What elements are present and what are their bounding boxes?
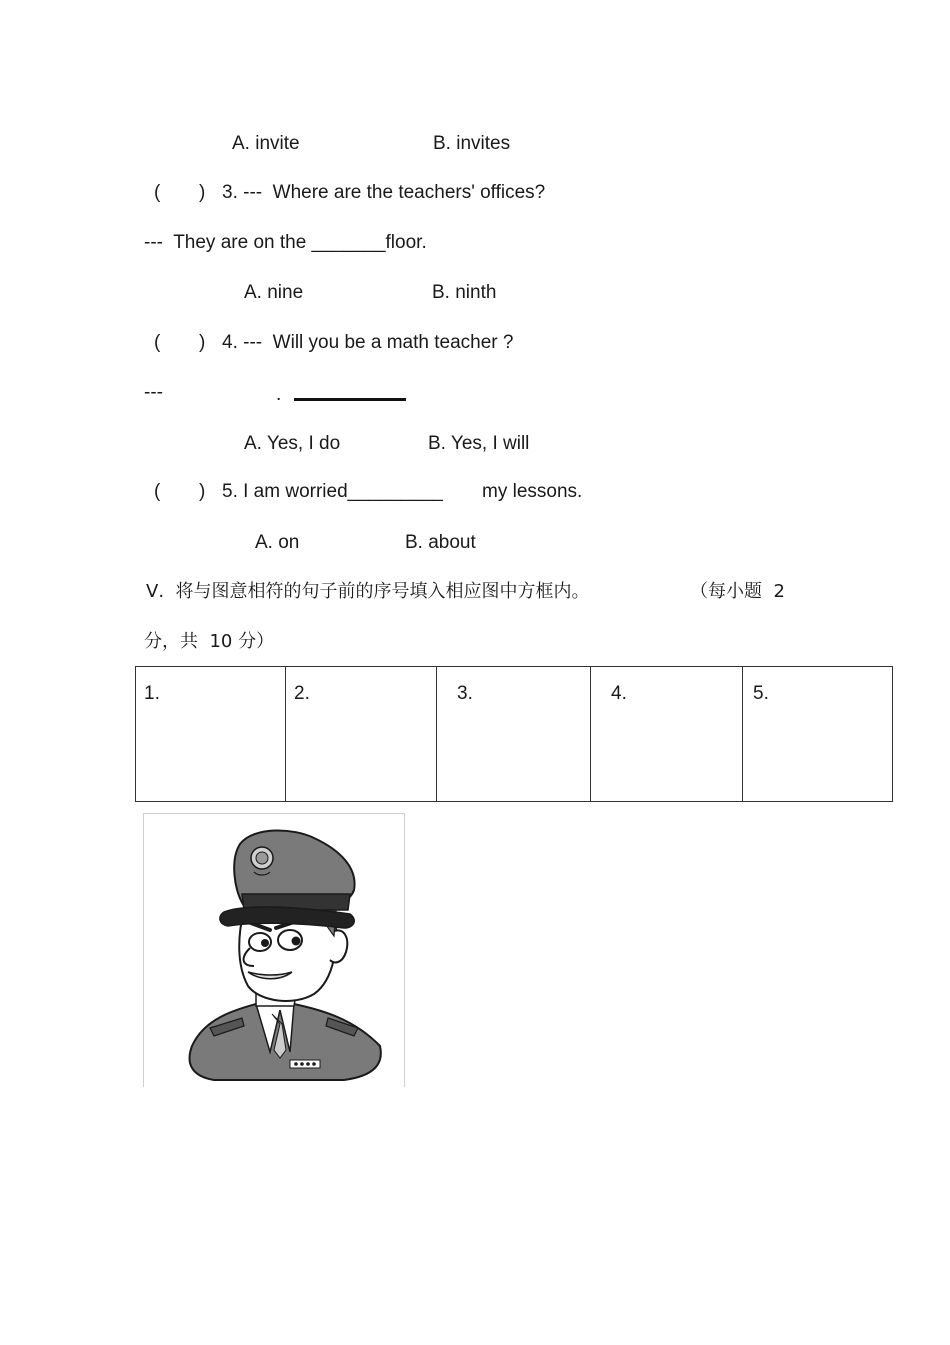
police-officer-cartoon-icon <box>144 814 406 1088</box>
q3-question: 3. --- Where are the teachers' offices? <box>222 182 546 203</box>
q4-answer-dash: --- <box>144 382 163 403</box>
q3-paren-close: ) <box>199 182 206 203</box>
q3-option-b: B. ninth <box>432 282 497 303</box>
answer-box-label: 1. <box>144 683 160 704</box>
q4-answer-dot: . <box>276 384 282 405</box>
q4-answer-blank-line <box>294 398 406 401</box>
answer-box-label: 4. <box>611 683 627 704</box>
picture-frame <box>143 813 405 1087</box>
q5-paren-close: ) <box>199 481 206 502</box>
q4-option-b: B. Yes, I will <box>428 433 530 454</box>
q5-option-a: A. on <box>255 532 300 553</box>
section-5-score-continued: 分，共 10 分） <box>144 631 275 652</box>
answer-boxes-table <box>135 666 893 802</box>
answer-box-label: 2. <box>294 683 310 704</box>
q5-paren-open: ( <box>154 481 161 502</box>
answer-box-1[interactable] <box>136 667 286 802</box>
q4-question: 4. --- Will you be a math teacher ? <box>222 332 514 353</box>
answer-box-4[interactable] <box>591 667 743 802</box>
q2-option-b: B. invites <box>433 133 511 154</box>
q4-option-a: A. Yes, I do <box>244 433 341 454</box>
q3-answer: --- They are on the _______floor. <box>144 232 427 253</box>
q2-option-a: A. invite <box>232 133 300 154</box>
answer-box-2[interactable] <box>286 667 437 802</box>
answer-box-label: 3. <box>457 683 473 704</box>
q5-option-b: B. about <box>405 532 476 553</box>
q4-paren-open: ( <box>154 332 161 353</box>
q5-question-tail: my lessons. <box>482 481 583 502</box>
section-5-heading: Ⅴ. 将与图意相符的句子前的序号填入相应图中方框内。 <box>146 581 590 602</box>
q5-question: 5. I am worried_________ <box>222 481 443 502</box>
answer-box-5[interactable] <box>743 667 893 802</box>
section-5-score-note: （每小题 2 <box>690 581 785 602</box>
answer-box-3[interactable] <box>437 667 591 802</box>
answer-box-label: 5. <box>753 683 769 704</box>
q3-paren-open: ( <box>154 182 161 203</box>
q3-option-a: A. nine <box>244 282 304 303</box>
q4-paren-close: ) <box>199 332 206 353</box>
